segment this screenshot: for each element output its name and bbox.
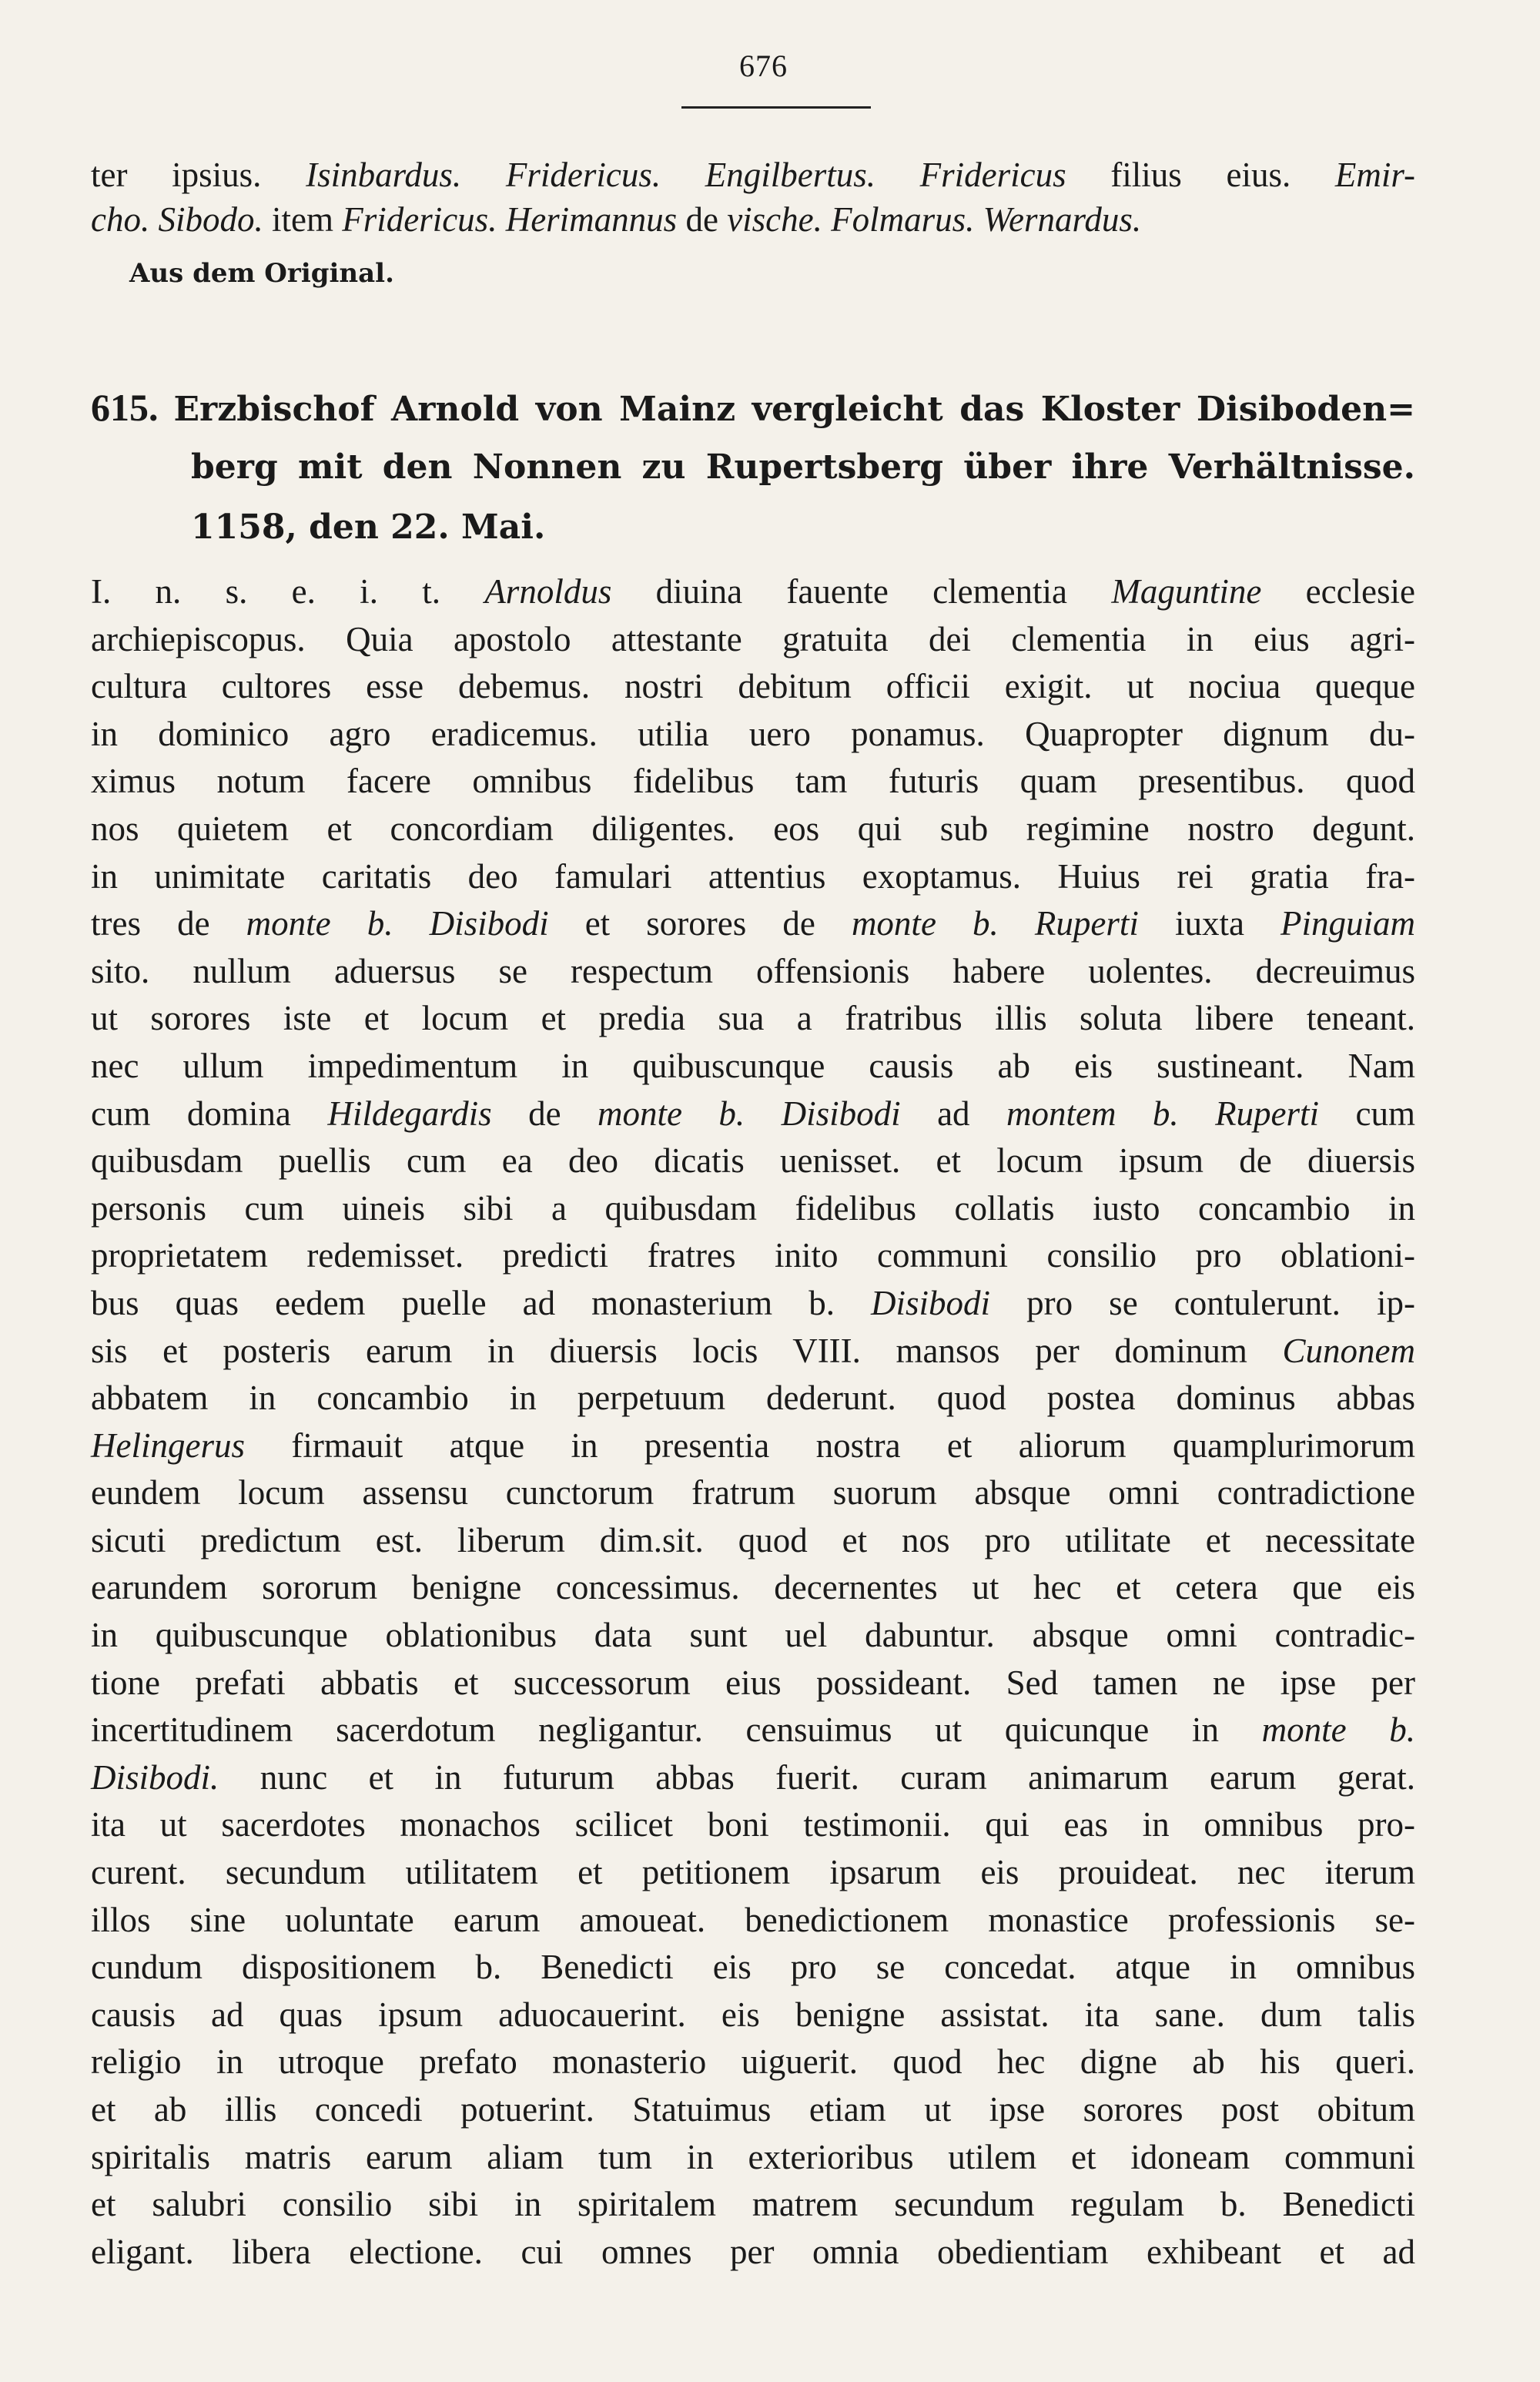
header-rule	[681, 106, 871, 109]
italic-run: Disibodi.	[91, 1757, 219, 1797]
body-line	[91, 1801, 1415, 1849]
text-run: cum domina	[91, 1094, 328, 1133]
text-run: abbatem in concambio in perpetuum dederunt. quod postea dominus abbas	[91, 1379, 1415, 1418]
body-line	[91, 1137, 1415, 1185]
heading-text-1: Erzbischof Arnold von Mainz vergleicht das Kloster Disiboden=	[173, 390, 1415, 429]
text-run: religio in utroque prefato monasterio uiguerit. quod hec digne ab his queri.	[91, 2042, 1415, 2082]
italic-run: Emir-	[1334, 156, 1415, 194]
text-run: nec ullum impedimentum in quibuscunque causis ab eis sustineant. Nam	[91, 1046, 1415, 1085]
text-run: in unimitate caritatis deo famulari attentius exoptamus. Huius rei gratia fra-	[91, 856, 1415, 896]
text-run: in quibuscunque oblationibus data sunt uel dabuntur. absque omni contradic-	[91, 1616, 1415, 1655]
italic-run: Fridericus. Herimannus	[342, 200, 678, 239]
body-line	[91, 948, 1415, 996]
text-run: sito. nullum aduersus se respectum offensionis habere uolentes. decreuimus	[91, 951, 1415, 990]
text-run: ad	[900, 1094, 1006, 1133]
italic-run: Maguntine	[1111, 572, 1262, 611]
body-line	[91, 2086, 1415, 2134]
body-line	[91, 1043, 1415, 1090]
text-run: cum	[1319, 1094, 1415, 1133]
body-line	[91, 1754, 1415, 1802]
body-line	[91, 1849, 1415, 1897]
body-line	[91, 711, 1415, 759]
document-body	[91, 568, 1415, 2276]
text-run: item	[263, 200, 343, 239]
text-run: tres de	[91, 904, 246, 943]
body-line	[91, 1897, 1415, 1945]
text-run: curent. secundum utilitatem et petitionem ipsarum eis prouideat. nec iterum	[91, 1853, 1415, 1892]
text-run: proprietatem redemisset. predicti fratres inito communi consilio pro oblationi-	[91, 1236, 1415, 1275]
text-run: firmauit atque in presentia nostra et aliorum quamplurimorum	[244, 1426, 1415, 1465]
body-line	[91, 900, 1415, 948]
heading-line-2: berg mit den Nonnen zu Rupertsberg über ihre Verhältnisse.	[191, 447, 1415, 487]
body-line	[91, 1328, 1415, 1375]
body-line	[91, 1469, 1415, 1517]
text-run: diuina fauente clementia	[611, 572, 1112, 611]
text-run: pro se contulerunt. ip-	[990, 1283, 1415, 1322]
text-run: iuxta	[1138, 904, 1281, 943]
text-run: eundem locum assensu cunctorum fratrum suorum absque omni contradictione	[91, 1473, 1415, 1513]
text-run: ecclesie	[1261, 572, 1415, 611]
text-run: de	[491, 1094, 598, 1133]
body-line	[91, 1185, 1415, 1233]
body-line	[91, 663, 1415, 711]
text-run: et ab illis concedi potuerint. Statuimus etiam ut ipse sorores post obitum	[91, 2090, 1415, 2129]
italic-run: monte b. Disibodi	[598, 1094, 901, 1133]
text-run: ter ipsius.	[91, 156, 306, 194]
preceding-line	[91, 197, 1415, 242]
body-line	[91, 2229, 1415, 2276]
body-line	[91, 616, 1415, 664]
body-line	[91, 758, 1415, 806]
text-run: spiritalis matris earum aliam tum in exterioribus utilem et idoneam communi	[91, 2137, 1415, 2176]
body-line	[91, 853, 1415, 901]
italic-run: Disibodi	[871, 1283, 991, 1322]
source-note: Aus dem Original.	[129, 258, 394, 289]
body-line	[91, 2181, 1415, 2229]
body-line	[91, 1090, 1415, 1138]
text-run: quibusdam puellis cum ea deo dicatis uenisset. et locum ipsum de diuersis	[91, 1141, 1415, 1181]
preceding-line	[91, 152, 1415, 197]
document-heading	[91, 377, 1415, 558]
text-run: nunc et in futurum abbas fuerit. curam animarum earum gerat.	[219, 1757, 1415, 1797]
italic-run: cho. Sibodo.	[91, 200, 263, 239]
text-run: filius eius.	[1066, 156, 1335, 194]
body-line	[91, 1612, 1415, 1660]
body-line	[91, 1992, 1415, 2039]
italic-run: vische. Folmarus. Wernardus.	[727, 200, 1142, 239]
text-run: ximus notum facere omnibus fidelibus tam futuris quam presentibus. quod	[91, 762, 1415, 801]
body-line	[91, 2039, 1415, 2086]
body-line	[91, 1944, 1415, 1992]
text-run: tione prefati abbatis et successorum eius possideant. Sed tamen ne ipse per	[91, 1663, 1415, 1702]
text-run: nos quietem et concordiam diligentes. eos qui sub regimine nostro degunt.	[91, 809, 1415, 848]
body-line	[91, 1280, 1415, 1328]
text-run: cultura cultores esse debemus. nostri debitum officii exigit. ut nociua queque	[91, 667, 1415, 706]
body-line	[91, 1660, 1415, 1707]
body-line	[91, 1564, 1415, 1612]
text-run: bus quas eedem puelle ad monasterium b.	[91, 1283, 872, 1322]
document-number: 615.	[91, 386, 159, 429]
body-line	[91, 1232, 1415, 1280]
italic-run: Cunonem	[1282, 1331, 1415, 1370]
body-line	[91, 1422, 1415, 1470]
italic-run: monte b. Disibodi	[246, 904, 549, 943]
text-run: earundem sororum benigne concessimus. decernentes ut hec et cetera que eis	[91, 1568, 1415, 1607]
text-run: sis et posteris earum in diuersis locis VIII. mansos per dominum	[91, 1331, 1283, 1370]
page-number: 676	[739, 49, 788, 83]
text-run: eligant. libera electione. cui omnes per omnia obedientiam exhibeant et ad	[91, 2232, 1415, 2271]
text-run: sicuti predictum est. liberum dim.sit. quod et nos pro utilitate et necessitate	[91, 1520, 1415, 1560]
heading-line-3: 1158, den 22. Mai.	[191, 508, 546, 547]
body-line	[91, 2134, 1415, 2182]
italic-run: monte b. Ruperti	[851, 904, 1139, 943]
text-run: personis cum uineis sibi a quibusdam fidelibus collatis iusto concambio in	[91, 1188, 1415, 1228]
text-run: ita ut sacerdotes monachos scilicet boni testimonii. qui eas in omnibus pro-	[91, 1805, 1415, 1844]
text-run: et salubri consilio sibi in spiritalem matrem secundum regulam b. Benedicti	[91, 2185, 1415, 2224]
text-run: archiepiscopus. Quia apostolo attestante gratuita dei clementia in eius agri-	[91, 619, 1415, 658]
italic-run: Helingerus	[91, 1426, 245, 1465]
body-line	[91, 1517, 1415, 1565]
text-run: ut sorores iste et locum et predia sua a fratribus illis soluta libere teneant.	[91, 999, 1415, 1038]
body-line	[91, 1707, 1415, 1754]
text-run: et sorores de	[548, 904, 852, 943]
text-run: causis ad quas ipsum aduocauerint. eis benigne assistat. ita sane. dum talis	[91, 1995, 1415, 2034]
italic-run: monte b.	[1261, 1710, 1415, 1750]
preceding-text	[91, 152, 1415, 242]
body-line	[91, 995, 1415, 1043]
text-run: in dominico agro eradicemus. utilia uero ponamus. Quapropter dignum du-	[91, 714, 1415, 753]
italic-run: Arnoldus	[484, 572, 612, 611]
italic-run: montem b. Ruperti	[1006, 1094, 1320, 1133]
text-run: illos sine uoluntate earum amoueat. benedictionem monastice professionis se-	[91, 1900, 1415, 1939]
text-run: I. n. s. e. i. t.	[91, 572, 485, 611]
italic-run: Isinbardus. Fridericus. Engilbertus. Fridericus	[306, 156, 1066, 194]
italic-run: Pinguiam	[1281, 904, 1416, 943]
body-line	[91, 806, 1415, 853]
body-line	[91, 568, 1415, 616]
heading-line-1	[91, 377, 1415, 437]
body-line	[91, 1375, 1415, 1422]
text-run: incertitudinem sacerdotum negligantur. censuimus ut quicunque in	[91, 1710, 1262, 1750]
italic-run: Hildegardis	[327, 1094, 492, 1133]
text-run: cundum dispositionem b. Benedicti eis pro se concedat. atque in omnibus	[91, 1948, 1415, 1987]
text-run: de	[677, 200, 728, 239]
